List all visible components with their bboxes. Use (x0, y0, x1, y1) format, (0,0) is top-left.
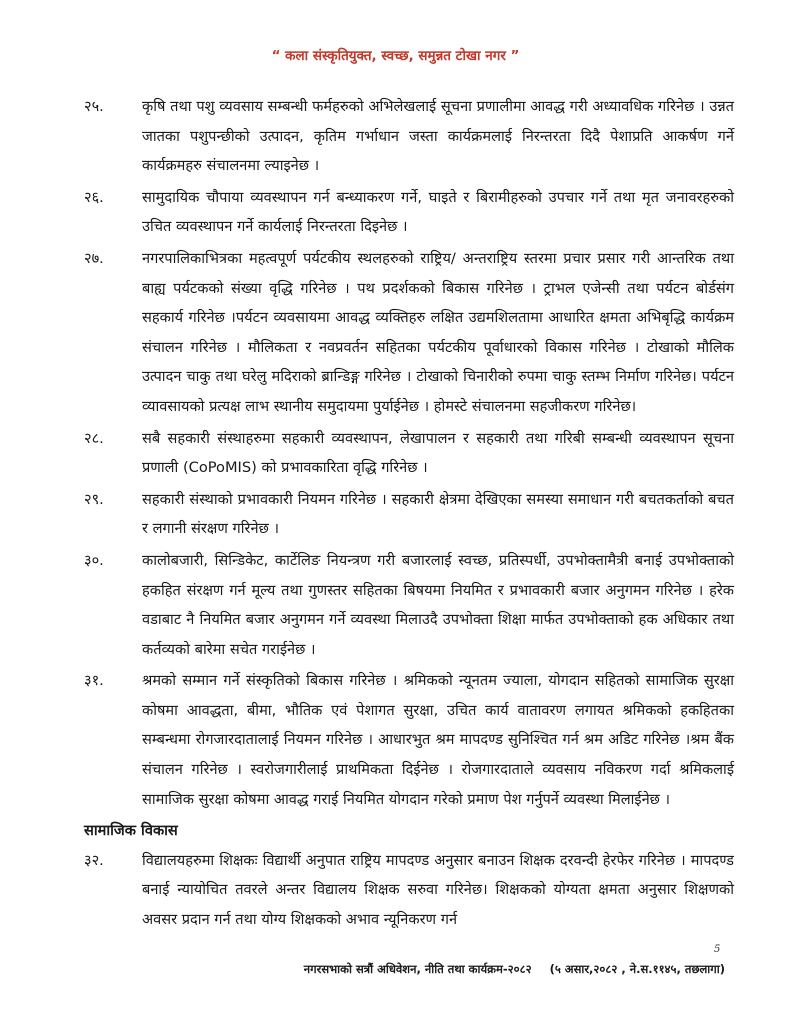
policy-item (84, 485, 734, 544)
item-text: कालोबजारी, सिन्डिकेट, कार्टेलिङ नियन्त्रण गरी बजारलाई स्वच्छ, प्रतिस्पर्धी, उपभोक्तामैत्री बनाई उपभोक्ताको हकहित संरक्षण गर्न मूल्य तथा गुणस्तर सहितका बिषयमा नियमित र प्रभावकारी बजार अनुगमन गरिनेछ । हरेक वडाबाट नै नियमित बजार अनुगमन गर्ने व्यवस्था मिलाउदै उपभोक्ता शिक्षा मार्फत उपभोक्ताको हक अधिकार तथा कर्तव्यको बारेमा सचेत गराईनेछ । (142, 551, 735, 658)
item-text: विद्यालयहरुमा शिक्षकः विद्यार्थी अनुपात राष्ट्रिय मापदण्ड अनुसार बनाउन शिक्षक दरवन्दी हेरफेर गरिनेछ । मापदण्ड बनाई न्यायोचित तवरले अन्तर विद्यालय शिक्षक सरुवा गरिनेछ। शिक्षकको योग्यता क्षमता अनुसार शिक्षणको अवसर प्रदान गर्न तथा योग्य शिक्षकको अभाव न्यूनिकरण गर्न (142, 851, 734, 929)
footer-date: (५ असार,२०८२ , ने.स.११४५, तछलागा) (549, 962, 725, 976)
item-text: नगरपालिकाभित्रका महत्वपूर्ण पर्यटकीय स्थलहरुको राष्ट्रिय/ अन्तराष्ट्रिय स्तरमा प्रचार प्रसार गरी आन्तरिक तथा बाह्य पर्यटकको संख्या वृद्धि गरिनेछ । पथ प्रदर्शकको बिकास गरिनेछ । ट्राभल एजेन्सी तथा पर्यटन बोर्डसंग सहकार्य गरिनेछ ।पर्यटन व्यवसायमा आवद्ध व्यक्तिहरु लक्षित उद्यमशिलतामा आधारित क्षमता अभिबृद्धि कार्यक्रम संचालन गरिनेछ । मौलिकता र नवप्रवर्तन सहितका पर्यटकीय पूर्वाधारको विकास गरिनेछ । टोखाको मौलिक उत्पादन चाकु तथा घरेलु मदिराको ब्रान्डिङ्ग गरिनेछ । टोखाको चिनारीको रुपमा चाकु स्तम्भ निर्माण गरिनेछ। पर्यटन व्यावसायको प्रत्यक्ष लाभ स्थानीय समुदायमा पुर्याईनेछ । होमस्टे संचालनमा सहजीकरण गरिनेछ। (142, 249, 735, 415)
item-text: कृषि तथा पशु व्यवसाय सम्बन्धी फर्महरुको अभिलेखलाई सूचना प्रणालीमा आवद्ध गरी अध्यावधिक गरिनेछ । उन्नत जातका पशुपन्छीको उत्पादन, कृतिम गर्भाधान जस्ता कार्यक्रमलाई निरन्तरता दिदै पेशाप्रति आकर्षण गर्ने कार्यक्रमहरु संचालनमा ल्याइनेछ । (142, 98, 734, 175)
policy-item (84, 244, 734, 422)
policy-item (84, 666, 734, 814)
page-footer (0, 962, 725, 977)
policy-item (84, 424, 734, 483)
item-text: श्रमको सम्मान गर्ने संस्कृतिको बिकास गरिनेछ । श्रमिकको न्यूनतम ज्याला, योगदान सहितको सामाजिक सुरक्षा कोषमा आवद्धता, बीमा, भौतिक एवं पेशागत सुरक्षा, उचित कार्य वातावरण लगायत श्रमिकको हकहितका सम्बन्धमा रोगजारदातालाई नियमन गरिनेछ । आधारभुत श्रम मापदण्ड सुनिश्चित गर्न श्रम अडिट गरिनेछ ।श्रम बैंक संचालन गरिनेछ । स्वरोजगारीलाई प्राथमिकता दिईनेछ । रोजगारदाताले व्यवसाय नविकरण गर्दा श्रमिकलाई सामाजिक सुरक्षा कोषमा आवद्ध गराई नियमित योगदान गरेको प्रमाण पेश गर्नुपर्ने व्यवस्था मिलाईनेछ । (142, 672, 734, 808)
item-number: ३१. (84, 672, 104, 690)
item-number: २९. (84, 490, 104, 508)
policy-item (84, 846, 734, 935)
item-text: सहकारी संस्थाको प्रभावकारी नियमन गरिनेछ । सहकारी क्षेत्रमा देखिएका समस्या समाधान गरी बचतकर्ताको बचत र लगानी संरक्षण गरिनेछ । (142, 490, 734, 538)
policy-item (84, 183, 734, 242)
footer-title: नगरसभाको सत्रौं अधिवेशन, नीति तथा कार्यक्रम-२०८२ (303, 962, 532, 976)
policy-item (84, 92, 734, 181)
item-number: २७. (84, 249, 104, 267)
item-text: सामुदायिक चौपाया व्यवस्थापन गर्न बन्ध्याकरण गर्ने, घाइते र बिरामीहरुको उपचार गर्ने तथा मृत जनावरहरुको उचित व्यवस्थापन गर्ने कार्यलाई निरन्तरता दिइनेछ । (142, 188, 734, 236)
document-slogan: “ कला संस्कृतियुक्त, स्वच्छ, समुन्नत टोखा नगर ” (271, 48, 520, 64)
document-body (84, 92, 734, 937)
page-number: 5 (714, 944, 721, 955)
section-heading: सामाजिक विकास (84, 822, 178, 840)
item-text: सबै सहकारी संस्थाहरुमा सहकारी व्यवस्थापन, लेखापालन र सहकारी तथा गरिबी सम्बन्धी व्यवस्थापन सूचना प्रणाली (CoPoMIS) को प्रभावकारिता वृद्धि गरिनेछ । (142, 429, 734, 477)
policy-item (84, 546, 734, 664)
item-number: २६. (84, 188, 104, 206)
item-number: ३०. (84, 551, 104, 569)
item-number: २५. (84, 98, 104, 115)
item-number: २८. (84, 429, 104, 447)
item-number: ३२. (84, 851, 104, 869)
